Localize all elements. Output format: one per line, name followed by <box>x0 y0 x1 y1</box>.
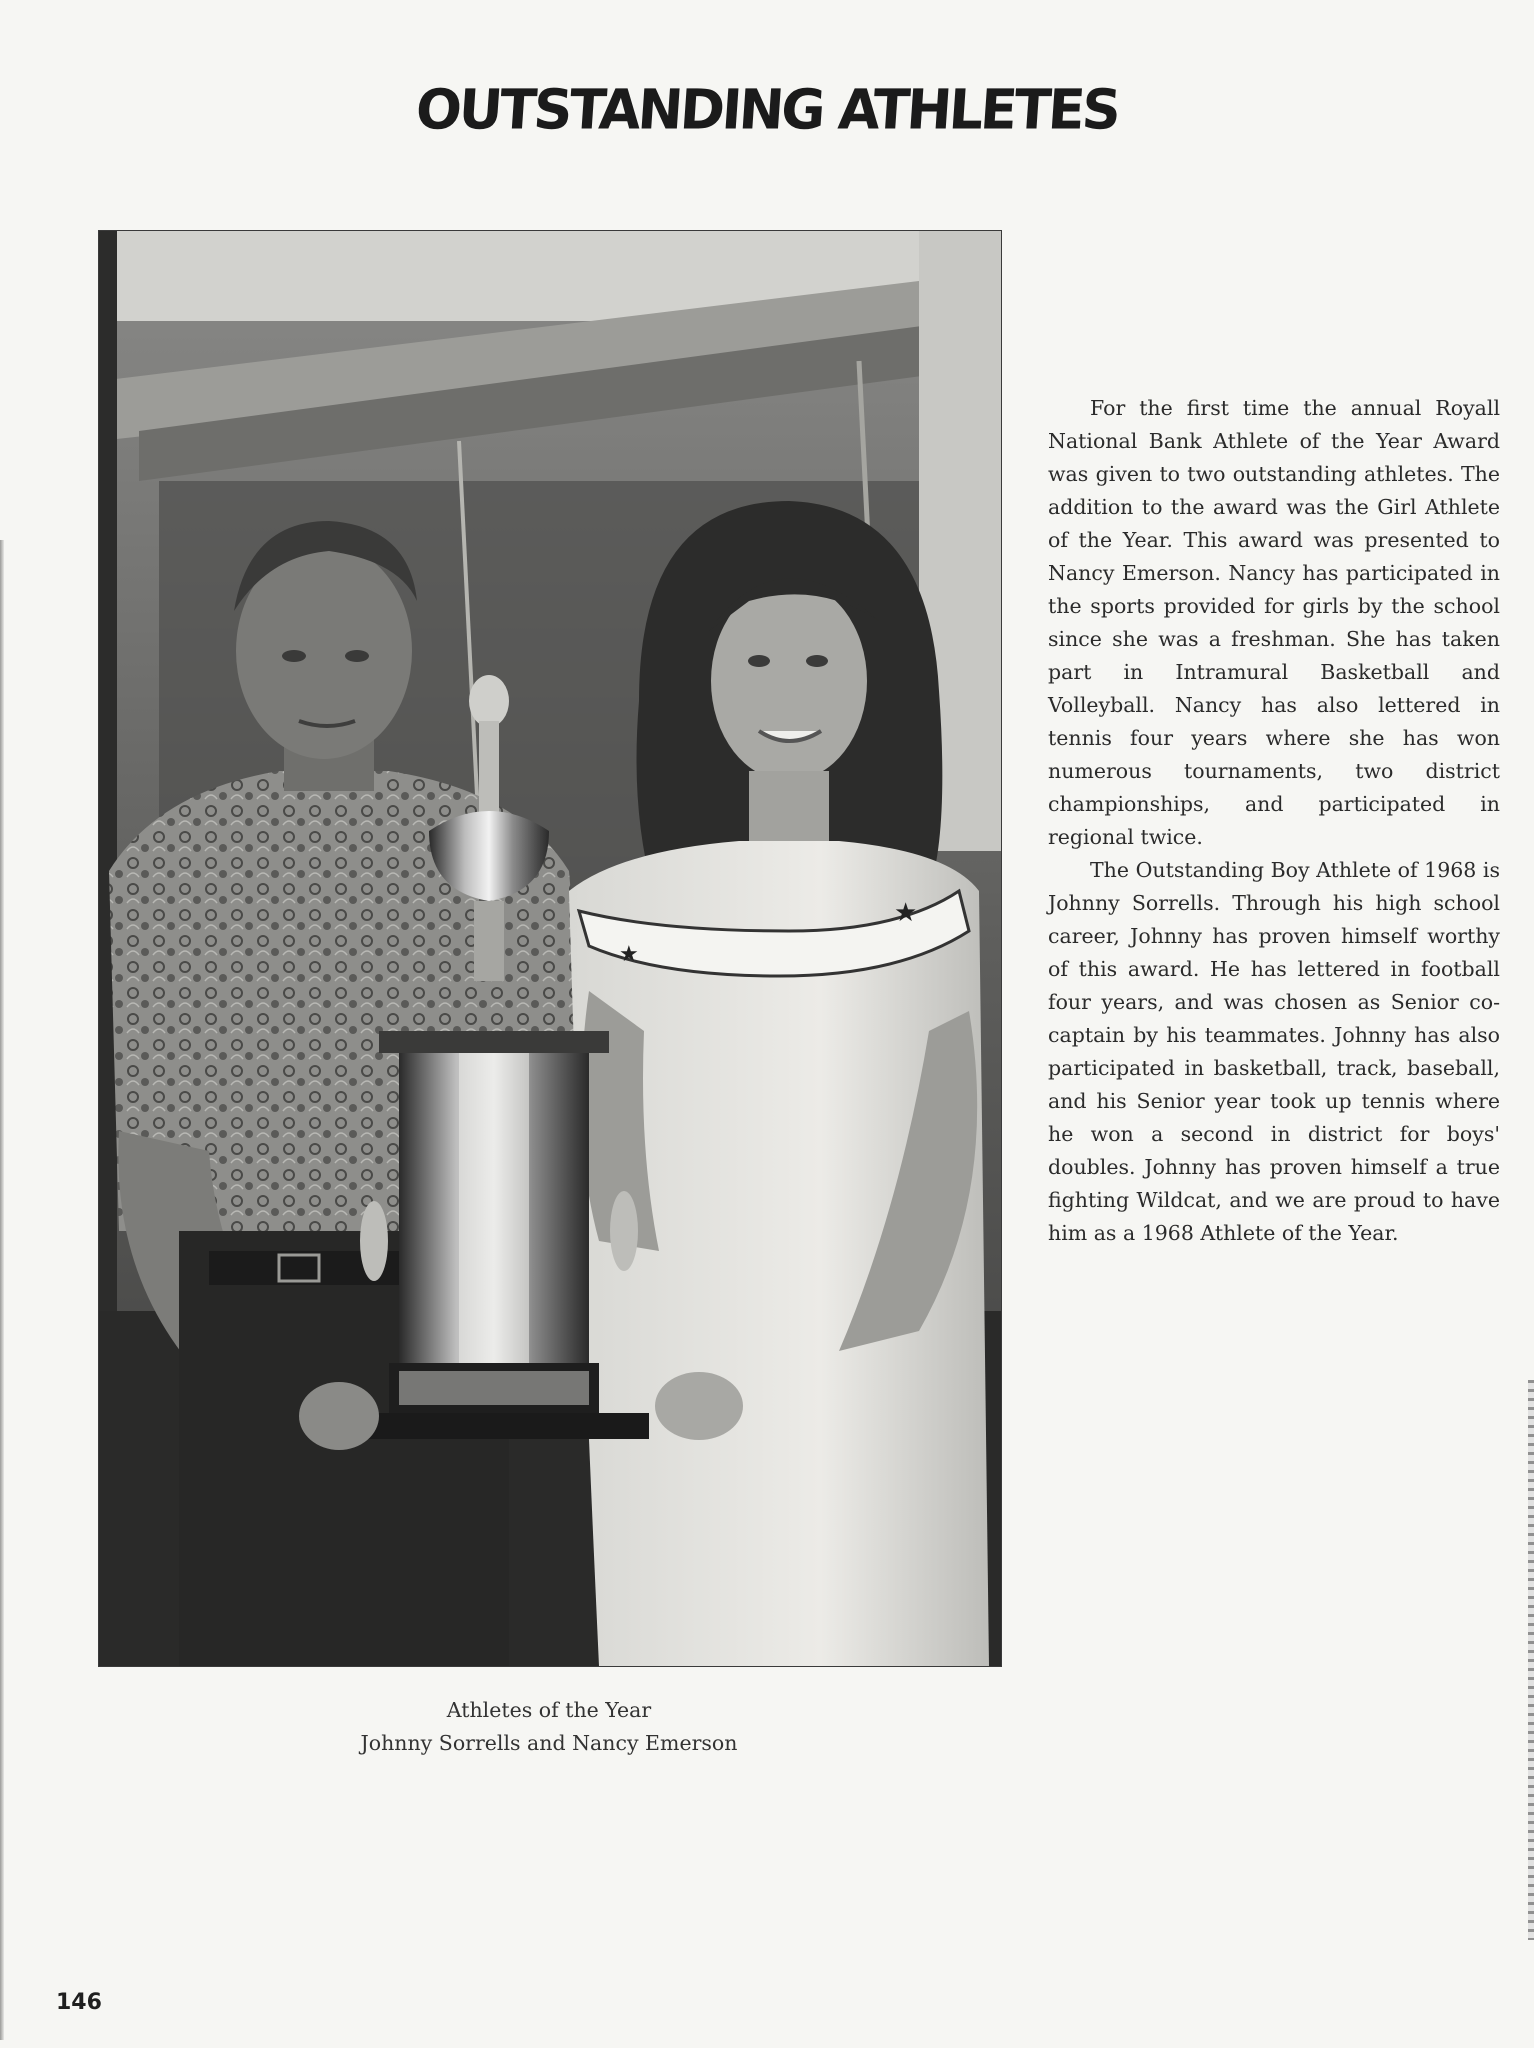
article-text <box>1048 392 1500 1250</box>
article-paragraph-2: The Outstanding Boy Athlete of 1968 is Johnny Sorrells. Through his high school career, Johnny has proven himself worthy of this award. He has lettered in football four years, and was chosen as Senior co-captain by his teammates. Johnny has also participated in basketball, track, baseball, and his Senior year took up tennis where he won a second in district for boys' doubles. Johnny has proven himself a true fighting Wildcat, and we are proud to have him as a 1968 Athlete of the Year. <box>1048 858 1500 1245</box>
caption-line-2: Johnny Sorrells and Nancy Emerson <box>360 1731 738 1755</box>
athletes-photo-illustration <box>99 231 1001 1666</box>
page-edge-right <box>1528 1380 1534 1940</box>
athletes-photo <box>98 230 1002 1667</box>
svg-text:★: ★ <box>894 898 918 928</box>
photo-caption <box>98 1694 1000 1760</box>
article-paragraph-1: For the first time the annual Royall National Bank Athlete of the Year Award was given to two outstanding athletes. The addition to the award was the Girl Athlete of the Year. This award was presented to Nancy Emerson. Nancy has participated in the sports provided for girls by the school since she was a freshman. She has taken part in Intramural Basketball and Volleyball. Nancy has also lettered in tennis four years where she has won numerous tournaments, two district championships, and participated in regional twice. <box>1048 396 1500 849</box>
page-edge-left <box>0 540 4 2040</box>
page-number: 146 <box>56 1990 102 2015</box>
svg-text:★: ★ <box>619 942 639 967</box>
caption-line-1: Athletes of the Year <box>446 1698 652 1722</box>
page-title: OUTSTANDING ATHLETES <box>413 77 1121 142</box>
